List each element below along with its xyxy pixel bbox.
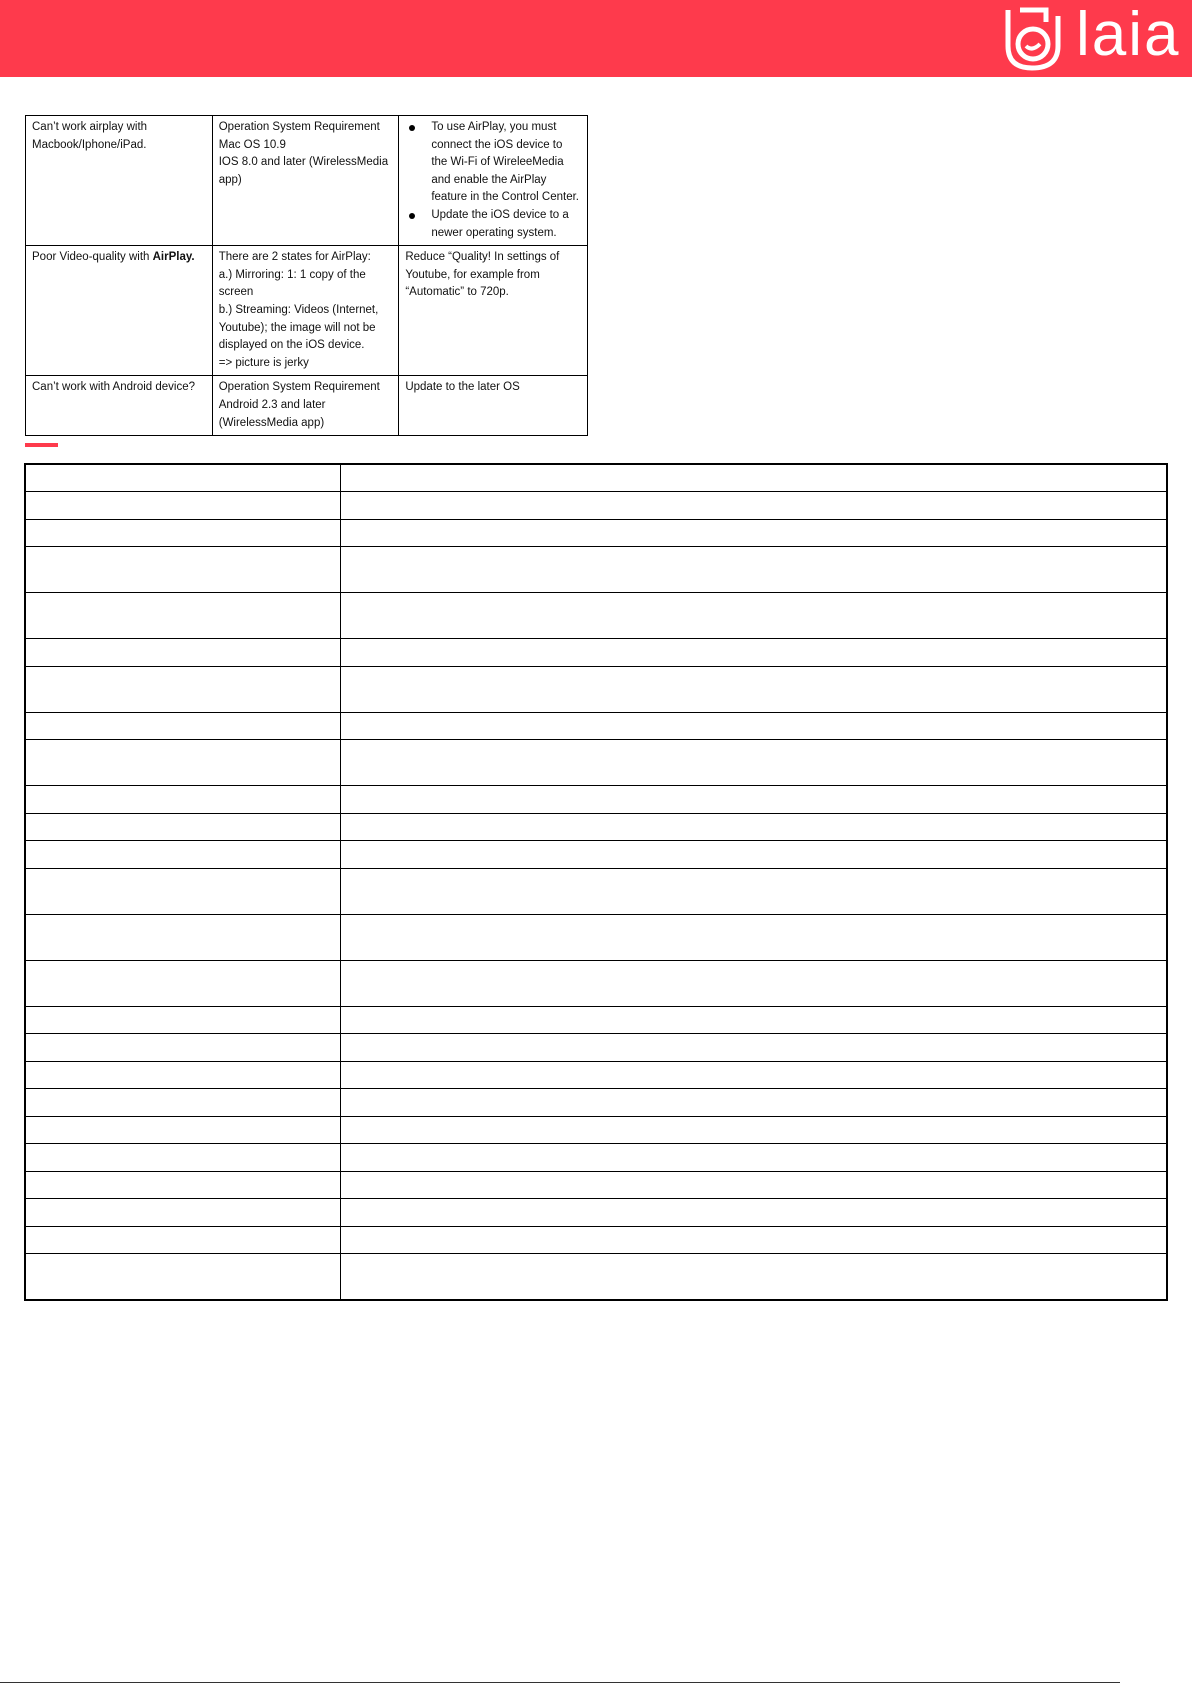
spec-value-cell [340,639,1167,667]
spec-label-cell [25,1116,340,1144]
table-row [25,914,1167,960]
table-row [25,464,1167,492]
table-row [25,1254,1167,1300]
spec-value-cell [340,1199,1167,1227]
spec-value-cell [340,1144,1167,1172]
spec-value-cell [340,740,1167,786]
table-row [25,593,1167,639]
spec-value-cell [340,1034,1167,1062]
table-row [25,813,1167,841]
spec-value-cell [340,666,1167,712]
table-row [25,1226,1167,1254]
spec-label-cell [25,1199,340,1227]
solution-text: Update to the later OS [405,381,520,394]
troubleshooting-table [25,115,588,436]
spec-value-cell [340,593,1167,639]
table-row [25,740,1167,786]
spec-label-cell [25,1006,340,1034]
specification-table [24,463,1168,1301]
spec-value-cell [340,868,1167,914]
spec-label-cell [25,1226,340,1254]
requirement-line: Operation System Requirement [218,121,380,133]
spec-label-cell [25,1171,340,1199]
problem-text-prefix: Poor Video-quality with [32,251,153,264]
problem-cell [26,246,213,376]
requirement-line: Operation System Requirement [218,381,380,394]
spec-label-cell [25,639,340,667]
spec-value-cell [340,1254,1167,1300]
spec-label-cell [25,1254,340,1300]
laia-camera-logo-icon [1002,6,1072,72]
spec-label-cell [25,1061,340,1089]
footer-rule [0,1682,1120,1683]
table-row [25,712,1167,740]
table-row [26,246,588,376]
spec-value-cell [340,1061,1167,1089]
requirement-line: (WirelessMedia app) [218,416,325,429]
solution-cell [399,246,588,376]
spec-label-cell [25,813,340,841]
requirement-line: => picture is jerky [218,356,309,369]
problem-text-suffix: . [191,251,195,264]
table-row [25,1199,1167,1227]
problem-cell [26,376,213,436]
solution-cell [399,376,588,436]
requirement-line: a.) Mirroring: 1: 1 copy of the screen [218,268,366,299]
requirement-cell [212,246,399,376]
table-row [25,868,1167,914]
problem-text-bold: AirPlay [152,251,192,264]
requirement-line: Mac OS 10.9 [218,138,286,151]
spec-label-cell [25,547,340,593]
table-row [25,960,1167,1006]
table-row [26,116,588,246]
table-row [25,519,1167,547]
spec-label-cell [25,666,340,712]
requirement-cell [212,376,399,436]
table-row [25,1116,1167,1144]
requirement-line: b.) Streaming: Videos (Internet, Youtube); the image will not be displayed on the iOS device. [218,303,379,352]
spec-label-cell [25,960,340,1006]
spec-label-cell [25,1089,340,1117]
spec-label-cell [25,740,340,786]
brand-logo [1002,0,1181,72]
requirement-line: There are 2 states for AirPlay: [218,251,371,264]
logo-text: laia [1076,0,1181,69]
spec-value-cell [340,1226,1167,1254]
list-item: Update the iOS device to a newer operating system. [431,207,581,242]
solution-cell [399,116,588,246]
table-row [25,841,1167,869]
spec-label-cell [25,519,340,547]
spec-label-cell [25,464,340,492]
spec-value-cell [340,960,1167,1006]
table-row [25,1144,1167,1172]
spec-label-cell [25,841,340,869]
table-row [25,639,1167,667]
solution-text: Reduce “Quality! In settings of Youtube, for example from “Automatic” to 720p. [405,251,560,299]
spec-value-cell [340,786,1167,814]
table-row [25,1061,1167,1089]
spec-value-cell [340,1116,1167,1144]
spec-label-cell [25,712,340,740]
specification-table-body [25,464,1167,1300]
spec-value-cell [340,492,1167,520]
problem-text: Can’t work with Android device? [32,381,195,394]
table-row [25,1006,1167,1034]
spec-label-cell [25,914,340,960]
table-row [25,547,1167,593]
table-row [26,376,588,436]
table-row [25,1171,1167,1199]
spec-value-cell [340,1006,1167,1034]
spec-value-cell [340,712,1167,740]
solution-list [405,119,581,242]
spec-value-cell [340,519,1167,547]
table-row [25,1089,1167,1117]
list-item: To use AirPlay, you must connect the iOS device to the Wi-Fi of WireleeMedia and enable the AirPlay feature in the Control Center. [431,119,581,207]
spec-value-cell [340,547,1167,593]
spec-label-cell [25,1144,340,1172]
spec-label-cell [25,492,340,520]
spec-value-cell [340,813,1167,841]
table-row [25,1034,1167,1062]
problem-cell [26,116,213,246]
section-accent-line [25,443,58,447]
table-row [25,666,1167,712]
spec-label-cell [25,593,340,639]
spec-value-cell [340,464,1167,492]
spec-value-cell [340,841,1167,869]
spec-value-cell [340,1171,1167,1199]
table-row [25,786,1167,814]
requirement-cell [212,116,399,246]
table-row [25,492,1167,520]
requirement-line: Android 2.3 and later [218,398,326,411]
problem-text: Can’t work airplay with Macbook/Iphone/iPad. [32,121,148,151]
spec-label-cell [25,1034,340,1062]
spec-label-cell [25,786,340,814]
spec-value-cell [340,1089,1167,1117]
spec-label-cell [25,868,340,914]
requirement-line: IOS 8.0 and later (WirelessMedia app) [218,156,389,186]
spec-value-cell [340,914,1167,960]
